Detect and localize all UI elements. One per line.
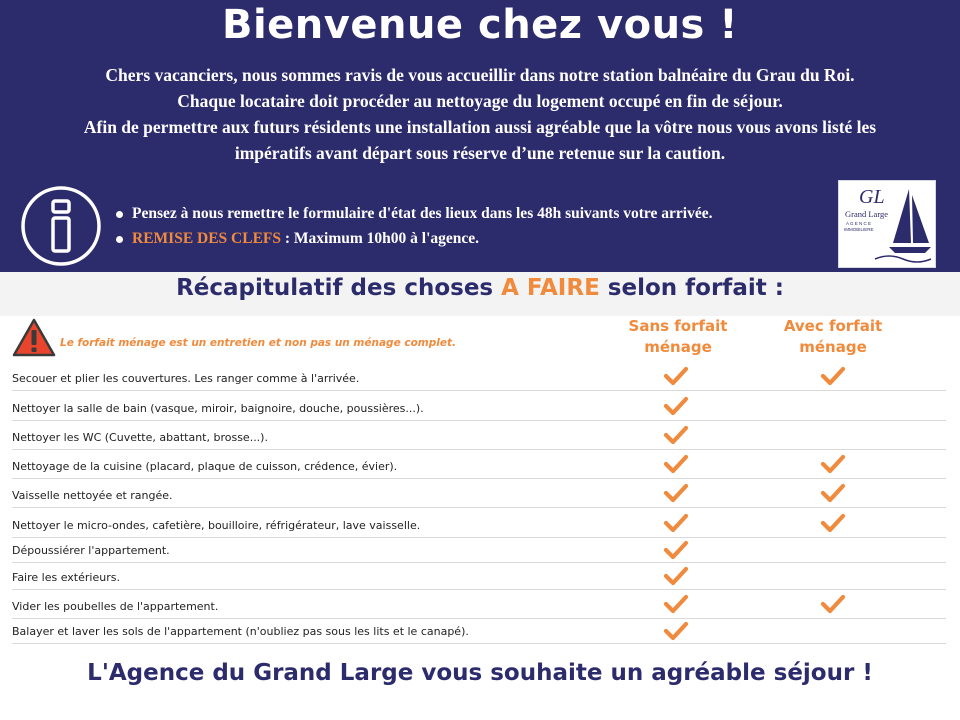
- keys-text: : Maximum 10h00 à l'agence.: [281, 230, 480, 247]
- recap-title-part: Récapitulatif des choses: [176, 275, 502, 301]
- checkmark-icon: [820, 454, 846, 474]
- checkmark-icon: [663, 513, 689, 533]
- intro-line: Afin de permettre aux futurs résidents une installation aussi agréable que la vôtre nous vous avons listé les: [83, 117, 877, 137]
- task-label: Nettoyer la salle de bain (vasque, miroir, baignoire, douche, poussières...).: [12, 402, 424, 415]
- table-row: [12, 538, 946, 563]
- column-header-line: ménage: [799, 338, 867, 356]
- logo-name: Grand Large: [845, 209, 889, 219]
- column-header-with-cleaning: [758, 316, 908, 358]
- checkmark-icon: [663, 566, 689, 586]
- table-row: [12, 563, 946, 590]
- recap-title-part: selon forfait :: [599, 275, 784, 301]
- task-label: Nettoyer les WC (Cuvette, abattant, brosse...).: [12, 431, 268, 444]
- checkmark-icon: [663, 483, 689, 503]
- column-header-line: Sans forfait: [628, 317, 728, 335]
- intro-line: impératifs avant départ sous réserve d’une retenue sur la caution.: [234, 143, 726, 163]
- checkmark-icon: [663, 594, 689, 614]
- checkmark-icon: [663, 454, 689, 474]
- note-key-return: [112, 228, 712, 253]
- checkmark-icon: [663, 366, 689, 386]
- column-header-line: ménage: [644, 338, 712, 356]
- sailboat-logo: [839, 181, 935, 267]
- logo-subtitle: IMMOBILIERE: [844, 227, 874, 232]
- task-label: Faire les extérieurs.: [12, 571, 120, 584]
- intro-text: [24, 62, 936, 166]
- logo-subtitle: A G E N C E: [846, 221, 872, 226]
- task-label: Vider les poubelles de l'appartement.: [12, 600, 219, 613]
- checkmark-icon: [820, 594, 846, 614]
- column-header-line: Avec forfait: [783, 317, 883, 335]
- intro-line: Chers vacanciers, nous sommes ravis de vous accueillir dans notre station balnéaire du Grau du Roi.: [105, 65, 855, 85]
- table-row: [12, 479, 946, 508]
- task-label: Vaisselle nettoyée et rangée.: [12, 489, 173, 502]
- task-label: Dépoussiérer l'appartement.: [12, 544, 170, 557]
- checkmark-icon: [663, 396, 689, 416]
- task-table: [12, 362, 946, 644]
- checkmark-icon: [820, 366, 846, 386]
- warning-text: Le forfait ménage est un entretien et non pas un ménage complet.: [60, 337, 456, 349]
- task-label: Secouer et plier les couvertures. Les ranger comme à l'arrivée.: [12, 372, 360, 385]
- table-row: [12, 619, 946, 644]
- table-row: [12, 450, 946, 479]
- table-row: [12, 362, 946, 391]
- checkmark-icon: [820, 483, 846, 503]
- task-label: Nettoyer le micro-ondes, cafetière, bouilloire, réfrigérateur, lave vaisselle.: [12, 519, 421, 532]
- table-row: [12, 508, 946, 538]
- intro-line: Chaque locataire doit procéder au nettoyage du logement occupé en fin de séjour.: [177, 91, 783, 111]
- important-notes: [112, 203, 712, 253]
- warning-icon: [12, 318, 56, 358]
- table-row: [12, 391, 946, 421]
- logo-monogram: GL: [859, 186, 885, 208]
- table-row: [12, 421, 946, 450]
- keys-label: REMISE DES CLEFS: [132, 230, 282, 247]
- note-text: Pensez à nous remettre le formulaire d'état des lieux dans les 48h suivants votre arrivée.: [132, 205, 713, 222]
- welcome-banner: [0, 0, 960, 272]
- task-label: Balayer et laver les sols de l'appartement (n'oubliez pas sous les lits et le canapé).: [12, 625, 469, 638]
- checkmark-icon: [663, 540, 689, 560]
- column-header-without-cleaning: [603, 316, 753, 358]
- footer-message: L'Agence du Grand Large vous souhaite un agréable séjour !: [87, 660, 873, 686]
- table-row: [12, 590, 946, 619]
- note-inventory-form: [112, 203, 712, 228]
- checkmark-icon: [663, 425, 689, 445]
- page-title: Bienvenue chez vous !: [221, 2, 739, 48]
- recap-title-highlight: A FAIRE: [501, 275, 600, 301]
- checkmark-icon: [820, 513, 846, 533]
- task-label: Nettoyage de la cuisine (placard, plaque de cuisson, crédence, évier).: [12, 460, 398, 473]
- agency-logo: [838, 180, 936, 268]
- checkmark-icon: [663, 621, 689, 641]
- recap-header: [0, 272, 960, 316]
- info-icon: [20, 185, 102, 267]
- recap-title: [0, 275, 960, 301]
